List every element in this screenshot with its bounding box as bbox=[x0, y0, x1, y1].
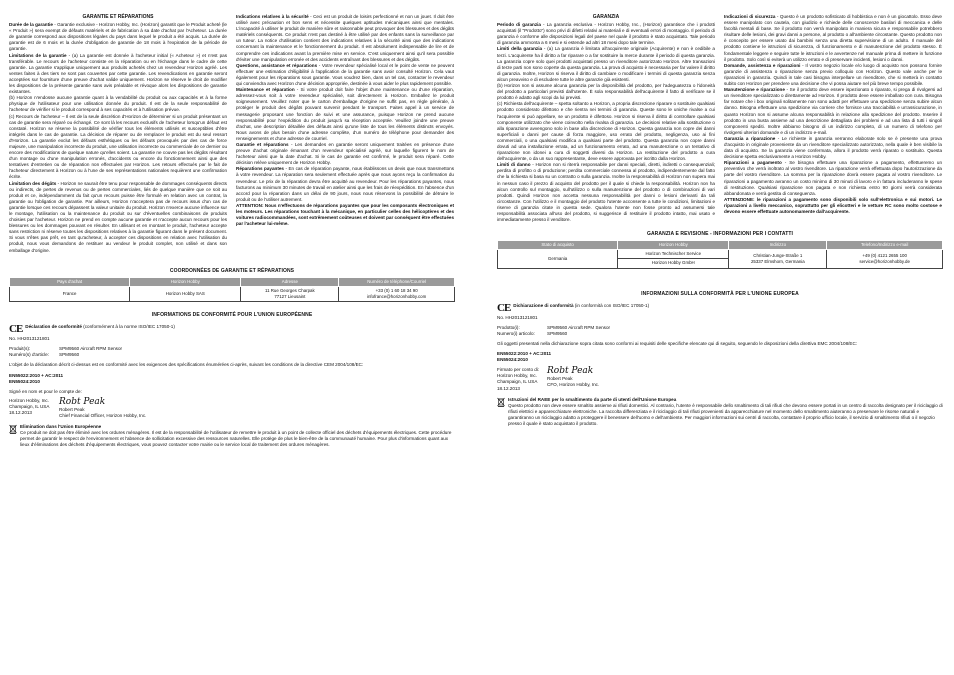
it-signature: Robt Peak bbox=[547, 366, 594, 377]
paragraph-heading: Réparations payantes bbox=[236, 166, 284, 172]
paragraph bbox=[724, 14, 942, 63]
paragraph-text: - Votre revendeur spécialisé local et le point de vente ne peuvent effectuer une estimation d'éligibilité à l'application de la garantie sans avoir consulté Horizon. Cela vaut également pour les réparations sous garantie. Vous voudrez bien, dans un tel cas, contacter le revendeur qui conviendra avec Horizon d'une décision appropriée, destinée à vous aider le plus rapidement possible. bbox=[236, 62, 454, 87]
ce-mark-icon: CE bbox=[497, 301, 511, 314]
it-contact-section bbox=[497, 231, 943, 268]
paragraph bbox=[724, 87, 942, 136]
paragraph bbox=[9, 95, 227, 113]
it-td-country: Germania bbox=[498, 250, 618, 268]
paragraph-heading: Garanzia a riparazione bbox=[724, 135, 776, 141]
paragraph-heading: Limitation des dégâts bbox=[9, 180, 57, 186]
fr-th-country: Pays d'achat bbox=[10, 277, 130, 286]
paragraph-text: (b) Horizon n'endosse aucune garantie quant à la vendabilité du produit ou aux capacités et à la forme physique de l'utilisateur pour une utilisation donnée du produit. Il est de la seule responsabilité de l'acheteur de vérifier si le produit correspond à ses capacités et à l'utilisation prévue. bbox=[9, 95, 227, 113]
it-weee-title: Istruzioni del RAEE per lo smaltimento da parte di utenti dell'Unione Europea bbox=[508, 396, 677, 402]
paragraph bbox=[9, 114, 227, 181]
it-column-2 bbox=[724, 14, 942, 223]
fr-column-1 bbox=[9, 14, 227, 254]
paragraph bbox=[9, 22, 227, 52]
fr-contact-title: COORDONNÉES DE GARANTIE ET RÉPARATIONS bbox=[169, 267, 295, 274]
fr-decl-number: No. HH2013121801 bbox=[9, 336, 50, 342]
paragraph-heading: Maintenance et réparation bbox=[236, 87, 295, 93]
fr-weee-text: Ce produit ne doit pas être éliminé avec les ordures ménagères. Il est de la responsabilité de l'utilisateur de remettre le produit à un point de collecte officiel des déchets d'équipements électriques. Cette procédure permet de garantir le respect de l'environnement et l'absence de sollicitation excessive des ressources naturelles. Elle protège de plus le bien-être de la communauté humaine. Pour plus d'informations quant aux lieux d'éliminations des déchets d'équipements électriques, vous pouvez contacter votre mairie ou le service local de traitement des ordures ménagères. bbox=[20, 430, 452, 448]
paragraph-heading: ATTENTION: Nous n'effectuons de réparations payantes que pour les composants électroniques et les moteurs. Les réparations touchant à la mécanique, en particulier celles des hélicoptères et des voitures radiocommandées, sont extrêmement coûteuses et doivent par conséquent être effectuées par l'acheteur lui-même. bbox=[236, 202, 455, 227]
paragraph-text: - Horizon non si riterrà responsabile per danni speciali, diretti, indiretti o consequenziali; perdita di profitto o di produzione; perdita commerciale connessa al prodotto, indipendentemente dal fatto che la richiesta si basa su un contratto o sulla garanzia. Inoltre la responsabilità di Horizon non supera mai in nessun caso il prezzo di acquisto del prodotto per il quale si chiede la responsabilità. Horizon non ha alcun controllo sul montaggio, sull'utilizzo o sulla manutenzione del prodotto o di combinazioni di vari prodotti. Quindi Horizon non accetta nessuna responsabilità per danni o lesioni derivanti da tali circostanze. Con l'utilizzo e il montaggio del prodotto l'utente acconsente a tutte le condizioni, limitazioni e riserve di garanzia citate in questa sede. Qualora l'utente non fosse pronto ad assumersi tale responsabilità associata all'uso del prodotto, si suggerisce di restituire il prodotto intatto, mai usato e immediatamente presso il venditore. bbox=[497, 162, 715, 223]
fr-email-link[interactable]: infofrance@horizonhobby.com bbox=[366, 293, 427, 299]
paragraph bbox=[236, 14, 454, 63]
paragraph bbox=[236, 203, 454, 227]
paragraph bbox=[236, 166, 454, 203]
paragraph-heading: Limiti di danno bbox=[497, 162, 531, 168]
it-email-link[interactable]: service@horizonhobby.de bbox=[859, 258, 910, 264]
it-th-country: Stato di acquisto bbox=[498, 241, 618, 250]
table-row bbox=[498, 250, 943, 259]
it-contact-table bbox=[497, 240, 943, 268]
fr-conformity-section: INFORMATIONS DE CONFORMITÉ POUR L'UNION EUROPÉENNE CE Déclaration de conformité (conformément à la norme ISO/IEC 17050-1) No. HH2013121801 Produit(s): SPM9560 Aircraft RPM Sensor Numéro(s) d'article: SPM9560 L'objet de la déclaration décrit ci-dessus est en conformité avec les exigences des spécifications énumérées ci-après, suivant les conditions de la directive CEM 2004/108/EC: EN55022:2010 + AC:2011 EN55024:2010 Signé en nom et pour le compte de: Horizon Hobby, Inc. Champaign, IL USA 18.12.2013 Robt Peak Robert Peak Chief Financial Officer, Horizon Hobby, Inc. Elimination dans l'Union Européenne Ce produit ne doit pas être éliminé avec les ordures ménagères. Il est de la responsabilité de l'utilisateur de remettre le produit à un point de collecte officiel des déchets d'équipements électriques. Cette procédure permet de garantir le respect de l'environnement et l'absence de sollicitation excessive des ressources naturelles. Elle protège de plus le bien-être de la communauté humaine. Pour plus d'informations quant aux lieux d'éliminations des déchets d'équipements électriques, vous pouvez contacter votre mairie ou le service local de traitement des ordures ménagères. bbox=[9, 312, 455, 448]
fr-warranty-title: GARANTIE ET RÉPARATIONS bbox=[82, 14, 154, 20]
paragraph bbox=[236, 63, 454, 87]
fr-td-company: Horizon Hobby SAS bbox=[130, 286, 241, 301]
paragraph-heading: ATTENZIONE: le riparazioni a pagamento sono disponibili solo sull'elettronica e sui motori. Le riparazioni a livello meccanico, soprattutto per gli elicotteri e le vetture RC sono molto costose e devono essere effettuate autonomamente dall'acquirente. bbox=[724, 196, 942, 214]
paragraph-text: - Se bisogna effettuare una riparazione a pagamento, effettueremo un preventivo che verrà inoltrato al vostro rivenditore. La riparazione verrà effettuata dopo l'autorizzazione da parte del vostro rivenditore. La somma per la riparazione dovrà essere pagata al vostro rivenditore. Le riparazioni a pagamento avranno un costo minimo di 30 minuti di lavoro e in fattura includeranno le spese di restituzione. Qualsiasi riparazione non pagata e non richiesta entro 90 giorni verrà considerata abbandonata e verrà gestita di conseguenza. bbox=[724, 160, 942, 196]
paragraph-text: - La garanzia esclusiva - Horizon Hobby, Inc., (Horizon) garantisce che i prodotti acquistati (il "Prodotto") sono privi di difetti relativi ai materiali e di eventuali errori di montaggio. Il periodo di garanzia è conforme alle disposizioni legali del paese nel quale il prodotto è stato acquistato. Tale periodo di garanzia ammonta a 6 mesi e si estende ad altri 18 mesi dopo tale termine. bbox=[497, 22, 715, 46]
paragraph-text: - Garantie exclusive - Horizon Hobby, Inc. (Horizon) garantit que le Produit acheté (le « Produit ») sera exempt de défauts matériels et de fabrication à sa date d'achat par l'Acheteur. La durée de garantie correspond aux dispositions légales du pays dans lequel le produit a été acquis. La durée de garantie est de 6 mois et la durée d'obligation de garantie de 18 mois à l'expiration de la période de garantie. bbox=[9, 22, 227, 52]
it-th-address: Indirizzo bbox=[729, 241, 827, 250]
paragraph bbox=[236, 87, 454, 142]
paragraph bbox=[724, 197, 942, 215]
fr-col2-paragraphs bbox=[236, 14, 454, 227]
paragraph-text: - Si votre produit doit faire l'objet d'une maintenance ou d'une réparation, adressez-vous soit à votre revendeur spécialisé, soit directement à Horizon. Emballez le produit soigneusement. Veuillez noter que le carton d'emballage d'origine ne suffit pas, en règle générale, à protéger le produit des dégâts pouvant survenir pendant le transport. Faites appel à un service de messagerie proposant une fonction de suivi et une assurance, puisque Horizon ne prend aucune responsabilité pour l'expédition du produit jusqu'à sa réception acceptée. Veuillez joindre une preuve d'achat, une description détaillée des défauts ainsi qu'une liste de tous les éléments distincts envoyés. Nous avons de plus besoin d'une adresse complète, d'un numéro de téléphone pour demander des renseignements et d'une adresse de courriel. bbox=[236, 87, 454, 141]
it-th-phone: Telefono/Indirizzo e-mail bbox=[827, 241, 943, 250]
it-th-company: Horizon Hobby bbox=[618, 241, 729, 250]
it-td-phone: +49 (0) 4121 2655 100 service@horizonhobby.de bbox=[827, 250, 943, 268]
italian-section bbox=[497, 14, 943, 427]
it-warranty-title: GARANZIA bbox=[592, 14, 620, 20]
paragraph-heading: Riparazioni a pagamento bbox=[724, 160, 782, 166]
it-weee-text: Questo prodotto non deve essere smaltito assieme ai rifiuti domestici. Al contrario, l'utente è responsabile dello smaltimento di tali rifiuti che devono essere portati in un centro di raccolta designato per il riciclaggio di rifiuti elettrici e apparecchiature elettroniche. La raccolta differenziata e il riciclaggio di tali rifiuti provenienti da apparecchiature nel momento dello smaltimento aiuteranno a preservare le risorse naturali e garantiranno un riciclaggio adatto a proteggere il benessere dell'uomo e dell'ambiente. Per maggiori informazioni sui centri di raccolta, contattare il proprio ufficio locale, il servizio di smaltimento rifiuti o il negozio presso il quale è stato acquistato il prodotto. bbox=[508, 402, 943, 426]
fr-th-address: Adresse bbox=[241, 277, 339, 286]
paragraph-text: - Questo è un prodotto sofisticato di hobbistica e non è un giocattolo. Esso deve essere manipolato con cautela, con giudizio e richiede delle conoscenze basilari di meccanica e delle facoltà mentali di base. Se il prodotto non verrà manipolato in maniera sicura e responsabile potrebbero risultare delle lesioni, dei gravi danni a persone, al prodotto o all'ambiente circostante. Questo prodotto non è concepito per essere usato dai bambini senza una diretta supervisione di un adulto. Il manuale del prodotto contiene le istruzioni di sicurezza, di funzionamento e di manutenzione del prodotto stesso. È fondamentale leggere e seguire tutte le istruzioni e le avvertenze nel manuale prima di mettere in funzione il prodotto. Solo così si eviterà un utilizzo errato e di preservare incidenti, lesioni o danni. bbox=[724, 14, 942, 62]
it-td-company-1: Horizon Technischer Service bbox=[618, 250, 729, 259]
fr-td-phone: +33 (0) 1 60 18 34 90 infofrance@horizonhobby.com bbox=[339, 286, 455, 301]
paragraph bbox=[9, 53, 227, 96]
french-section bbox=[9, 14, 455, 448]
fr-signature: Robt Peak bbox=[59, 396, 106, 407]
paragraph-heading: Periodo di garanzia bbox=[497, 22, 541, 28]
paragraph bbox=[9, 181, 227, 254]
paragraph-heading: Limitations de la garantie bbox=[9, 52, 67, 58]
paragraph bbox=[497, 162, 715, 223]
it-td-company-2: Horizon Hobby GmbH bbox=[618, 259, 729, 268]
paragraph-text: (b) Horizon non si assume alcuna garanzia per la disponibilità del prodotto, per l'adeguatezza o l'idoneità del prodotto a particolari previsti dall'utente. È sola responsabilità dell'acquirente il fatto di verificare se il prodotto è adatto agli scopi da lui previsti. bbox=[497, 83, 715, 101]
it-decl-number: No. HH2013121801 bbox=[497, 314, 538, 320]
fr-contact-table bbox=[9, 277, 455, 302]
paragraph-text: - En cas de réparation payante, nous établissons un devis que nous transmettons à votre revendeur. La réparation sera seulement effectuée après que nous ayons reçu la confirmation du revendeur. Le prix de la réparation devra être acquitté au revendeur. Pour les réparations payantes, nous facturons au minimum 30 minutes de travail en atelier ainsi que les frais de réexpédition. En l'absence d'un accord pour la réparation dans un délai de 90 jours, nous nous réservons la possibilité de détruire le produit ou de l'utiliser autrement. bbox=[236, 166, 455, 202]
fr-column-2 bbox=[236, 14, 454, 254]
it-col1-paragraphs bbox=[497, 22, 715, 223]
paragraph bbox=[497, 101, 715, 162]
paragraph-text: - Le richieste in garanzia verranno elaborate solo se è presente una prova d'acquisto in originale proveniente da un rivenditore specializzato autorizzato, nella quale è ben visibile la data di acquisto. Se la garanzia viene confermata, allora il prodotto verrà riparato o sostituito. Questa decisione spetta esclusivamente a Horizon Hobby. bbox=[724, 135, 942, 160]
it-decl-body: Gli oggetti presentati nella dichiarazione sopra citata sono conformi ai requisiti delle specifiche elencate qui di seguito, seguendo le disposizioni della direttiva EMC 2004/108/EC: bbox=[497, 340, 858, 346]
fr-td-address: 11 Rue Georges Charpak 77127 Lieusaint bbox=[241, 286, 339, 301]
it-col2-paragraphs bbox=[724, 14, 942, 215]
it-conformity-title: INFORMAZIONI SULLA CONFORMITÀ PER L'UNIONE EUROPEA bbox=[641, 290, 799, 297]
paragraph bbox=[497, 83, 715, 101]
crossed-bin-icon bbox=[9, 424, 17, 434]
paragraph-text: - Il vostro negozio locale e/o luogo di acquisto non possono fornire garanzie di assistenza o riparazione senza previo colloquio con Horizon. Questo vale anche per le riparazioni in garanzia. Quindi in tale casi bisogna interpellare un rivenditore, che si metterà in contatto subito con Horizon per prendere una decisione che vi possa aiutare nel più breve tempo possibile. bbox=[724, 62, 942, 87]
paragraph bbox=[497, 22, 715, 46]
paragraph-text: - Ceci est un produit de loisirs perfectionné et non un jouet. Il doit être utilisé avec précaution et bon sens et nécessite quelques aptitudes mécaniques ainsi que mentales. L'incapacité à utiliser le produit de manière sûre et raisonnable peut provoquer des blessures et des dégâts matériels conséquents. Ce produit n'est pas destiné à être utilisé par des enfants sans la surveillance par un tuteur. La notice d'utilisation contient des indications relatives à la sécurité ainsi que des indications concernant la maintenance et le fonctionnement du produit. Il est absolument indispensable de lire et de comprendre ces indications avant la première mise en service. C'est uniquement ainsi qu'il sera possible d'éviter une manipulation erronée et des accidents entraînant des blessures et des dégâts. bbox=[236, 14, 454, 62]
ce-mark-icon: CE bbox=[9, 323, 23, 336]
fr-conformity-title: INFORMATIONS DE CONFORMITÉ POUR L'UNION EUROPÉENNE bbox=[151, 312, 313, 319]
paragraph-heading: Durée de la garantie bbox=[9, 22, 53, 28]
fr-weee-title: Elimination dans l'Union Européenne bbox=[20, 423, 102, 429]
fr-contact-section bbox=[9, 268, 455, 302]
paragraph-heading: Limiti della garanzia bbox=[497, 46, 543, 52]
paragraph-text: - (a) La garantie est donnée à l'acheteur initial (« Acheteur ») et n'est pas transférable. Le recours de l'acheteur consiste en la réparation ou en l'échange dans le cadre de cette garantie. La garantie s'applique uniquement aux produits achetés chez un revendeur Horizon agréé. Les ventes faites à des tiers ne sont pas couvertes par cette garantie. Les revendications en garantie seront acceptées sur fourniture d'une preuve d'achat valide uniquement. Horizon se réserve le droit de modifier les dispositions de la présente garantie sans avis préalable et révoque alors les dispositions de garantie existantes. bbox=[9, 52, 227, 95]
it-contact-title: GARANZIA E REVISIONE - INFORMAZIONI PER I CONTATTI bbox=[646, 231, 794, 238]
fr-decl-body: L'objet de la déclaration décrit ci-dessus est en conformité avec les exigences des spécifications énumérées ci-après, suivant les conditions de la directive CEM 2004/108/EC: bbox=[9, 362, 364, 368]
paragraph bbox=[724, 160, 942, 197]
paragraph-heading: Indicazioni di sicurezza bbox=[724, 14, 776, 19]
paragraph bbox=[724, 136, 942, 160]
paragraph-text: - Se il prodotto deve essere ispezionato o riparato, si prega di rivolgersi ad un rivenditore specializzato o direttamente ad Horizon. Il prodotto deve essere imballato con cura. Bisogna far notare che i box originali solitamente non sono adatti per effettuare una spedizione senza subire alcun danno. Bisogna effettuare una spedizione via corriere che fornisce una tracciabilità e un'assicurazione, in quanto Horizon non si assume alcuna responsabilità in relazione alla spedizione del prodotto. Inserire il prodotto in una busta assieme ad una descrizione dettagliata dei problemi e ad una lista di tutti i singoli componenti spediti. Inoltre abbiamo bisogno di un indirizzo completo, di un numero di telefono per rivolgersi ulteriori domande e di un indirizzo e-mail. bbox=[724, 87, 942, 135]
paragraph-text: (c) Recours de l'acheteur – Il est de la seule discrétion d'Horizon de déterminer si un produit présentant un cas de garantie sera réparé ou échangé. Ce sont là les recours exclusifs de l'acheteur lorsqu'un défaut est constaté. Horizon se réserve la possibilité de vérifier tous les éléments utilisés et susceptibles d'être intégrés dans le cas de garantie. La décision de réparer ou de remplacer le produit est du seul ressort d'Horizon. La garantie exclut les défauts esthétiques ou les défauts provoqués par des cas de force majeure, une manipulation incorrecte du produit, une utilisation incorrecte ou commerciale de ce dernier ou encore des modifications de quelque nature qu'elles soient. La garantie ne couvre pas les dégâts résultant d'un montage ou d'une manipulation erronés, d'accidents ou encore du fonctionnement ainsi que des tentatives d'entretien ou de réparation non effectuées par Horizon. Les retours effectués par le fait de l'acheteur directement à Horizon ou à l'une de ses représentations nationales requièrent une confirmation écrite. bbox=[9, 113, 227, 180]
paragraph-text: - (a) La garanzia è limitata all'acquirente originale (Acquirente) e non è cedibile a terzi. L'acquirente ha il diritto a far riparare o a far sostituire la merce durante il periodo di questa garanzia. La garanzia copre solo quei prodotti acquistati presso un rivenditore autorizzato Horizon. Altre transazioni di terze parti non sono coperte da questa garanzia. La prova di acquisto è necessaria per far valere il diritto di garanzia. Inoltre, Horizon si riserva il diritto di cambiare o modificare i termini di questa garanzia senza alcun preavviso e di escludere tutte le altre garanzie già esistenti. bbox=[497, 46, 715, 82]
paragraph-heading: Domande, assistenza e riparazioni bbox=[724, 62, 801, 68]
crossed-bin-icon bbox=[497, 397, 505, 407]
paragraph bbox=[724, 63, 942, 87]
fr-td-country: France bbox=[10, 286, 130, 301]
it-td-address: Christian-Junge-Straße 1 25337 Elmshorn, Germania bbox=[729, 250, 827, 268]
paragraph bbox=[236, 142, 454, 166]
fr-th-company: Horizon Hobby bbox=[130, 277, 241, 286]
fr-th-phone: Numéro de téléphone/Courriel bbox=[339, 277, 455, 286]
paragraph-heading: Indications relatives à la sécurité bbox=[236, 14, 309, 19]
paragraph-heading: Garantie et réparations bbox=[236, 141, 289, 147]
paragraph-text: - Les demandes en garantie seront uniquement traitées en présence d'une preuve d'achat originale émanant d'un revendeur spécialisé agréé, sur laquelle figurent le nom de l'acheteur ainsi que la date d'achat. Si le cas de garantie est confirmé, le produit sera réparé. Cette décision relève uniquement de Horizon Hobby. bbox=[236, 141, 454, 166]
table-row bbox=[10, 286, 455, 301]
it-column-1 bbox=[497, 14, 715, 223]
paragraph bbox=[497, 46, 715, 83]
paragraph-heading: Questions, assistance et réparations bbox=[236, 62, 318, 68]
paragraph-text: (c) Richiesta dell'acquirente – spetta soltanto a Horizon, a propria discrezione riparare o sostituire qualsiasi prodotto considerato difettoso e che rientra nei termini di garanzia. Queste sono le uniche rivalse a cui l'acquirente si può appellare, se un prodotto è difettoso. Horizon si riserva il diritto di controllare qualsiasi componente utilizzato che viene coinvolto nella rivalsa di garanzia. Le decisioni relative alla sostituzione o alla riparazione avvengono solo in base alla discrezione di Horizon. Questa garanzia non copre dei danni superficiali o danni per cause di forza maggiore, uso errato del prodotto, negligenza, uso ai fini commerciali, o una qualsiasi modifica a qualsiasi parte del prodotto. Questa garanzia non copre danni dovuti ad una installazione errata, ad un funzionamento errato, ad una manutenzione o un tentativo di riparazione non idonei a cura di soggetti diversi da Horizon. La restituzione del prodotto a cura dell'acquirente, o da un suo rappresentante, deve essere approvata per iscritto dalla Horizon. bbox=[497, 101, 715, 162]
it-conformity-section: INFORMAZIONI SULLA CONFORMITÀ PER L'UNIONE EUROPEA CE Dichiarazione di conformità (in conformità con ISO/IEC 17050-1) No. HH2013121801 Prodotto(i): SPM9560 Aircraft RPM Sensor Numero(i) articolo: SPM9560 Gli oggetti presentati nella dichiarazione sopra citata sono conformi ai requisiti delle specifiche elencate qui di seguito, seguendo le disposizioni della direttiva EMC 2004/108/EC: EN55022:2010 + AC:2011 EN55024:2010 Firmato per conto di: Horizon Hobby, Inc. Champaign, IL USA 18.12.2013 Robt Peak Robert Peak CFO, Horizon Hobby, Inc. Istruzioni del RAEE per lo smaltimento da parte di utenti dell'Unione Europea Questo prodotto non deve essere smaltito assieme ai rifiuti domestici. Al contrario, l'utente è responsabile dello smaltimento di tali rifiuti che devono essere portati in un centro di raccolta designato per il riciclaggio di rifiuti elettrici e apparecchiature elettroniche. La raccolta differenziata e il riciclaggio di tali rifiuti provenienti da apparecchiature nel momento dello smaltimento aiuteranno a preservare le risorse naturali e garantiranno un riciclaggio adatto a proteggere il benessere dell'uomo e dell'ambiente. Per maggiori informazioni sui centri di raccolta, contattare il proprio ufficio locale, il servizio di smaltimento rifiuti o il negozio presso il quale è stato acquistato il prodotto. bbox=[497, 290, 943, 426]
fr-col1-paragraphs bbox=[9, 22, 227, 254]
paragraph-text: - Horizon ne saurait être tenu pour responsable de dommages conséquents directs ou indirects, de pertes de revenus ou de pertes commerciales, liés de quelque manière que ce soit au produit et ce, indépendamment du fait qu'un recours puisse être formulé en relation avec un contrat, la garantie ou l'obligation de garantie. Par ailleurs, Horizon n'acceptera pas de recours issus d'un cas de garantie lorsque ces recours dépassent la valeur unitaire du produit. Horizon n'exerce aucune influence sur le montage, l'utilisation ou la maintenance du produit ou sur d'éventuelles combinaisons de produits choisies par l'acheteur. Horizon ne prend en compte aucune garantie et n'accepte aucun recours pour les blessures ou les dommages pouvant en résulter. En utilisant et en montant le produit, l'acheteur accepte sans restriction ni réserve toutes les dispositions relatives à la garantie figurant dans le présent document. Si vous n'êtes pas prêt, en tant qu'acheteur, à accepter ces dispositions en relation avec l'utilisation du produit, nous vous demandons de restituer au vendeur le produit complet, non utilisé et dans son emballage d'origine. bbox=[9, 180, 227, 253]
paragraph-heading: Manutenzione e riparazione bbox=[724, 87, 785, 93]
